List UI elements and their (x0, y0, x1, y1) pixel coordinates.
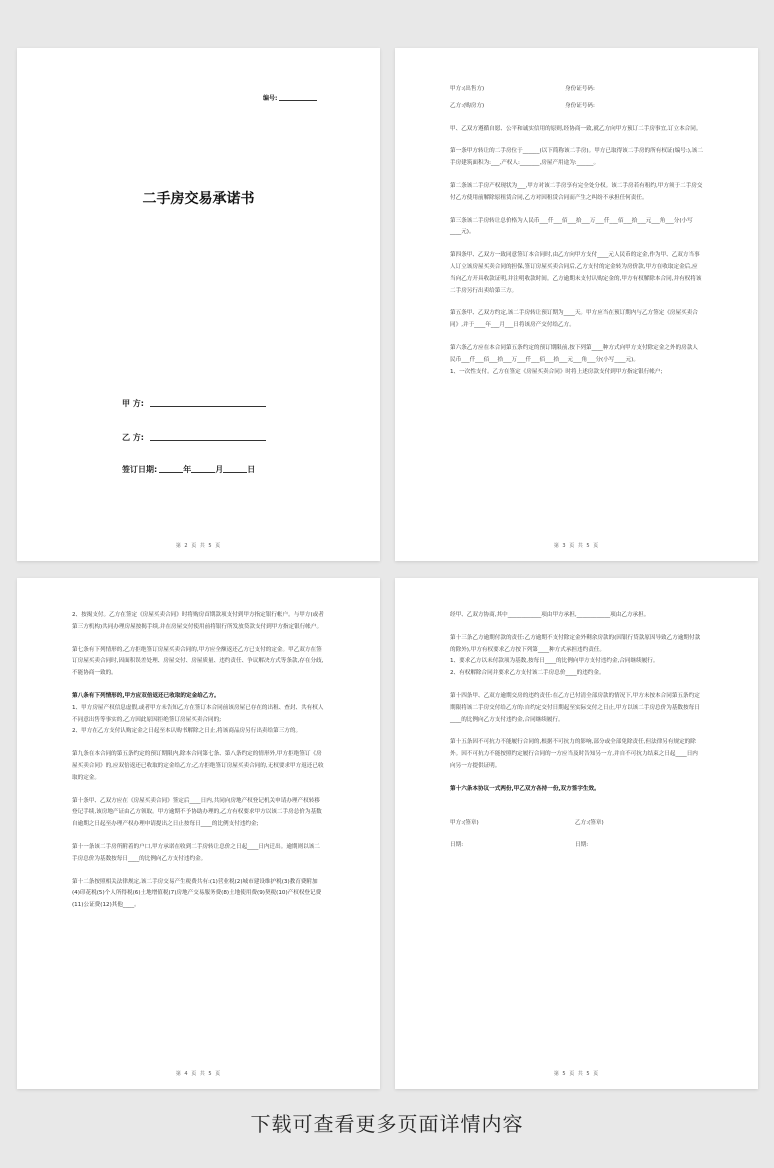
date-row (450, 840, 703, 852)
header-b-id: 身份证号码: (565, 102, 595, 109)
page-4 (17, 578, 380, 1089)
article-4: 第四条甲、乙双方一致同意签订本合同时,由乙方向甲方支付____元人民币的定金,作为甲、乙双方当事人订立该房屋买卖合同的担保,签订房屋买卖合同后,乙方支付的定金转为房价款,甲方在收取定金后,应当向乙方开具收款证明,并注明收款时间。乙方逾期未支付认购定金的,甲方有权解除本合同,并有权将该二手房另行出卖给第三方。 (450, 252, 702, 294)
page-number: 第 2 页 共 5 页 (175, 543, 222, 549)
article-12: 第十二条按照相关法律规定,该二手房交易产生税费共有:(1)营业税(2)城市建设维护税(3)教育费附加(4)印花税(5)个人所得税(6)土地增值税(7)房地产交易服务费(8)土地使用费(9)契税(10)产权权登记费(11)公证费(12)其他____。 (72, 878, 322, 909)
page-3-body (450, 84, 703, 378)
page-number: 第 5 页 共 5 页 (553, 1071, 600, 1077)
article-13: 第十三条乙方逾期付款的责任:乙方逾期不支付除定金外剩余房款的(因银行贷款原因导致乙方逾期付款的除外),甲方有权要求乙方按下列第____种方式承担违约责任。 (450, 634, 701, 653)
article-16: 第十六条本协议一式两份,甲乙双方各持一份,双方签字生效。 (450, 785, 600, 792)
year-blank (159, 472, 183, 473)
party-b-label: 乙 方: (122, 433, 144, 442)
header-b: 乙方:(购房方) (450, 102, 485, 109)
paragraph: 1、要求乙方以未付款项为基数,按每日____的比例向甲方支付违约金,合同继续履行。 (450, 658, 659, 665)
signature-row (450, 818, 703, 830)
article-2: 第二条该二手房产权现状为___,甲方对该二手房享有完全处分权。该二手房若有租约,甲方须于二手房交付乙方使用前解除原租赁合同,乙方对因租赁合同而产生之纠纷不承担任何责任。 (450, 182, 703, 201)
article-1: 第一条甲方转让的二手房位于______(以下简称该二手房)。甲方已取得该二手房的所有权证(编号:),该二手房建筑面积为:___,产权人:_______,房屋产用途为:______。 (450, 148, 703, 167)
month-label: 月 (215, 465, 224, 474)
signature-a: 甲方:(签章) (450, 819, 479, 826)
download-more-note[interactable]: 下载可查看更多页面详情内容 (250, 1112, 524, 1136)
document-title: 二手房交易承诺书 (142, 191, 255, 207)
page-3 (395, 48, 758, 561)
page-5 (395, 578, 758, 1089)
article-11: 第十一条该二手房所附着的户口,甲方承诺在收到二手房转让总价之日起____日内迁出。逾期则以该二手房总价为基数按每日____的比例向乙方支付违约金。 (72, 843, 320, 862)
party-a-blank (150, 406, 266, 407)
sign-date-line (122, 464, 255, 475)
article-9: 第九条在本合同的第五条约定的预订期限内,除本合同第七条、第八条约定的情形外,甲方拒绝签订《房屋买卖合同》的,应双倍返还已收取的定金给乙方;乙方拒绝签订房屋买卖合同的,无权要求甲方返还已收取的定金。 (72, 751, 324, 781)
article-8: 第八条有下列情形的,甲方应双倍返还已收取的定金给乙方。 (72, 692, 220, 699)
serial-number (263, 93, 317, 102)
article-10: 第十条甲、乙双方应在《房屋买卖合同》签定后____日内,共同向房地产权登记机关申请办理产权转移登记手续,该房地产证由乙方领取。甲方逾期不予协助办理的,乙方有权要求甲方以该二手房总价为基数自逾期之日起至办理产权办理申请提出之日止按每日____的比例支付违约金; (72, 797, 322, 828)
article-14: 第十四条甲、乙双方逾期交房的违约责任:在乙方已付清全部房款的情况下,甲方未按本合同第五条约定期限将该二手房交付给乙方的:自约定交付日期起至实际交付之日止,甲方以该二手房总价为基数按每日____的比例向乙方支付违约金,合同继续履行。 (450, 692, 700, 723)
page-number: 第 3 页 共 5 页 (553, 543, 600, 549)
party-a-header (450, 84, 703, 96)
header-a: 甲方:(出售方) (450, 86, 485, 92)
paragraph: 2、甲方在乙方支付认购定金之日起至本认购书解除之日止,将该商品房另行出卖给第三方的。 (72, 728, 302, 735)
serial-label: 编号: (263, 95, 278, 102)
day-blank (223, 472, 247, 473)
paragraph: 2、有权解除合同并要求乙方支付该二手房总价____的违约金。 (450, 670, 605, 677)
date-a: 日期: (450, 842, 464, 849)
article-6: 第六条乙方应在本合同第五条约定的预订期限前,按下列第____种方式向甲方支付除定金之外的房款人民币___仟___佰___拾___万___仟___佰___拾___元___角___分(小写____元)。 (450, 344, 698, 363)
page-5-body (450, 610, 703, 852)
year-label: 年 (183, 465, 192, 474)
serial-line (279, 100, 317, 101)
header-a-id: 身份证号码: (565, 86, 595, 92)
date-b: 日期: (575, 842, 589, 849)
paragraph: 2、按揭支付。乙方在签定《房屋买卖合同》时将购房首期款项支付到甲方指定银行帐户。与甲方(或者第三方机构)共同办理房屋按揭手续,并在房屋交付使用前将银行所发放贷款支付到甲方指定银行帐户。 (72, 612, 324, 630)
article-3: 第三条该二手房转让总价格为人民币___仟___佰___拾___万___仟___佰___拾___元___角___分(小写____元)。 (450, 217, 693, 236)
page-4-body (72, 610, 325, 912)
paragraph: 1、甲方房屋产权信息虚假,或者甲方未告知乙方在签订本合同前该房屋已存在的出租、查封、共有权人不同意出售等事实的,乙方因此原因拒绝签订房屋买卖合同的; (72, 704, 324, 723)
sign-date-label: 签订日期: (122, 465, 158, 474)
paragraph: 甲、乙双方遵循自愿、公平和诚实信用的原则,经协商一致,就乙方向甲方预订二手房事宜,订立本合同。 (450, 125, 702, 132)
article-15: 第十五条因不可抗力不能履行合同的,根据不可抗力的影响,部分或全部免除责任,但法律另有规定的除外。因不可抗力不能按照约定履行合同的一方应当及时告知另一方,并自不可抗力结束之日起____日内向另一方提供证明。 (450, 739, 698, 769)
party-a-label: 甲 方: (122, 399, 144, 408)
party-b-blank (150, 440, 266, 441)
signature-b: 乙方:(签章) (575, 819, 604, 826)
paragraph: 1、一次性支付。乙方在签定《房屋买卖合同》时将上述房款支付到甲方指定银行帐户; (450, 368, 663, 375)
article-7: 第七条有下列情形的,乙方拒绝签订房屋买卖合同的,甲方应全额返还乙方已支付的定金。甲乙双方在签订房屋买卖合同时,因面积误差处理、房屋交付、房屋质量、违约责任、争议解决方式等条款,存在分歧,不能协商一致的。 (72, 646, 324, 677)
month-blank (191, 472, 215, 473)
party-b-header (450, 101, 703, 113)
party-a-line (122, 398, 266, 409)
article-5: 第五条甲、乙双方约定,该二手房转让预订期为____天。甲方应当在预订期内与乙方签定《房屋买卖合同》,并于____年___月___日将该房产交付给乙方。 (450, 310, 698, 329)
day-label: 日 (247, 465, 256, 474)
paragraph: 经甲、乙双方协商,其中____________项由甲方承担,____________项由乙方承担。 (450, 612, 650, 618)
page-number: 第 4 页 共 5 页 (175, 1071, 222, 1077)
party-b-line (122, 432, 266, 443)
page-2-cover (17, 48, 380, 561)
